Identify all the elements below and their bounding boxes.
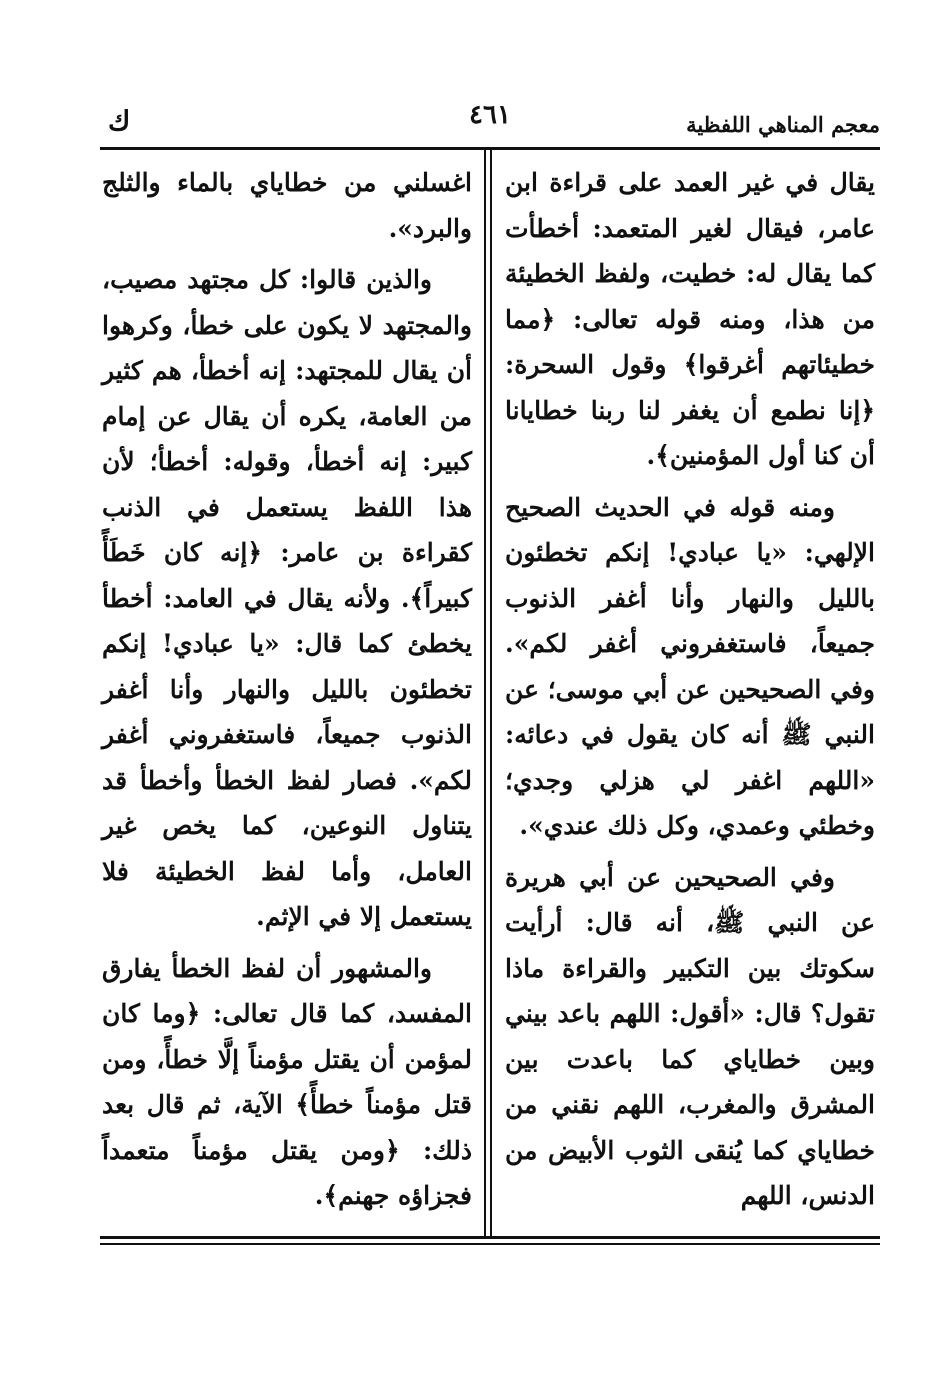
section-letter: ك [108,106,131,137]
running-title: معجم المناهي اللفظية [686,112,880,137]
right-column [505,160,875,1225]
paragraph: يقال في غير العمد على قراءة ابن عامر، فيقال لغير المتعمد: أخطأت كما يقال له: خطيت، ولفظ الخطيئة من هذا، ومنه قوله تعالى: ﴿مما خطيئاتهم أغرقوا﴾ وقول السحرة: ﴿إنا نطمع أن يغفر لنا ربنا خطايانا أن كنا أول المؤمنين﴾. [505,168,875,470]
left-column [102,160,472,1225]
footer-rule-double [100,1243,880,1245]
column-divider-inner [490,147,492,1237]
paragraph: والمشهور أن لفظ الخطأ يفارق المفسد، كما قال تعالى: ﴿وما كان لمؤمن أن يقتل مؤمناً إلَّا خطأً، ومن قتل مؤمناً خطأً﴾ الآية، ثم قال بعد ذلك: ﴿ومن يقتل مؤمناً متعمداً فجزاؤه جهنم﴾. [102,953,472,1210]
column-divider [484,147,486,1237]
paragraph: والذين قالوا: كل مجتهد مصيب، والمجتهد لا يكون على خطأ، وكرهوا أن يقال للمجتهد: إنه أخطأ، هم كثير من العامة، يكره أن يقال عن إمام كبير: إنه أخطأ، وقوله: أخطأ؛ لأن هذا اللفظ يستعمل في الذنب كقراءة بن عامر: ﴿إنه كان خَطَأً كبيراً﴾. ولأنه يقال في العامد: أخطأ يخطئ كما قال: «يا عبادي! إنكم تخطئون بالليل والنهار وأنا أغفر الذنوب جميعاً، فاستغفروني أغفر لكم». فصار لفظ الخطأ وأخطأ قد يتناول النوعين، كما يخص غير العامل، وأما لفظ الخطيئة فلا يستعمل إلا في الإثم. [102,265,472,931]
paragraph: وفي الصحيحين عن أبي هريرة عن النبي ﷺ، أنه قال: أرأيت سكوتك بين التكبير والقراءة ماذا تقول؟ قال: «أقول: اللهم باعد بيني وبين خطاياي كما باعدت بين المشرق والمغرب، اللهم نقني من خطاياي كما يُنقى الثوب الأبيض من الدنس، اللهم [505,862,875,1210]
paragraph: اغسلني من خطاياي بالماء والثلج والبرد». [102,168,472,243]
page-number: ٤٦١ [469,100,511,130]
paragraph: ومنه قوله في الحديث الصحيح الإلهي: «يا عبادي! إنكم تخطئون بالليل والنهار وأنا أغفر الذنوب جميعاً، فاستغفروني أغفر لكم». وفي الصحيحين عن أبي موسى؛ عن النبي ﷺ أنه كان يقول في دعائه: «اللهم اغفر لي هزلي وجدي؛ وخطئي وعمدي، وكل ذلك عندي». [505,492,875,840]
footer-rule [100,1236,880,1239]
page-header [100,100,880,144]
